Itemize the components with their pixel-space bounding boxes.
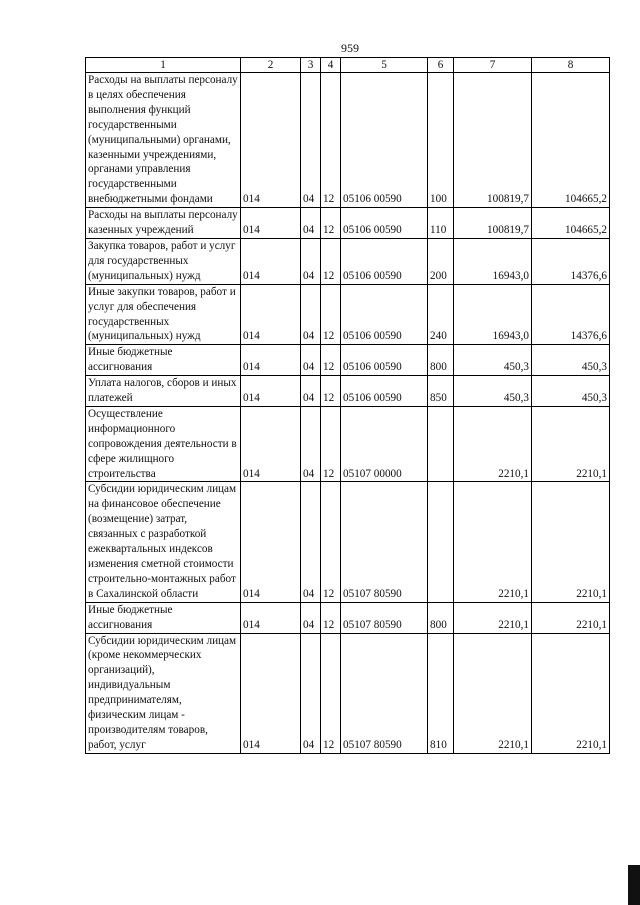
- row-name: Иные бюджетные ассигнования: [86, 602, 241, 633]
- cell-section: 04: [301, 633, 321, 753]
- header-col-6: 6: [428, 58, 454, 73]
- table-row: [86, 284, 610, 345]
- cell-ministry-code: 014: [241, 208, 301, 239]
- header-col-7: 7: [454, 58, 532, 73]
- header-col-5: 5: [341, 58, 428, 73]
- cell-amount-8: 14376,6: [532, 284, 610, 345]
- cell-target-code: 05106 00590: [341, 376, 428, 407]
- cell-section: 04: [301, 482, 321, 602]
- cell-target-code: 05106 00590: [341, 238, 428, 284]
- cell-amount-7: 2210,1: [454, 602, 532, 633]
- cell-section: 04: [301, 406, 321, 482]
- cell-subsection: 12: [321, 345, 341, 376]
- cell-amount-8: 450,3: [532, 345, 610, 376]
- cell-section: 04: [301, 238, 321, 284]
- cell-ministry-code: 014: [241, 376, 301, 407]
- cell-amount-7: 450,3: [454, 376, 532, 407]
- cell-expense-type: 240: [428, 284, 454, 345]
- cell-subsection: 12: [321, 238, 341, 284]
- table-row: [86, 602, 610, 633]
- cell-amount-7: 16943,0: [454, 284, 532, 345]
- row-name: Уплата налогов, сборов и иных платежей: [86, 376, 241, 407]
- page-edge-mark: [628, 865, 640, 905]
- row-name: Иные закупки товаров, работ и услуг для обеспечения государственных (муниципальных) нужд: [86, 284, 241, 345]
- cell-subsection: 12: [321, 376, 341, 407]
- cell-subsection: 12: [321, 633, 341, 753]
- cell-section: 04: [301, 208, 321, 239]
- header-col-8: 8: [532, 58, 610, 73]
- cell-amount-8: 14376,6: [532, 238, 610, 284]
- cell-expense-type: 800: [428, 345, 454, 376]
- cell-subsection: 12: [321, 208, 341, 239]
- cell-expense-type: 110: [428, 208, 454, 239]
- cell-amount-8: 450,3: [532, 376, 610, 407]
- cell-subsection: 12: [321, 284, 341, 345]
- cell-ministry-code: 014: [241, 238, 301, 284]
- table-row: [86, 73, 610, 208]
- header-col-3: 3: [301, 58, 321, 73]
- table-row: [86, 376, 610, 407]
- cell-amount-7: 450,3: [454, 345, 532, 376]
- row-name: Расходы на выплаты персоналу казенных учреждений: [86, 208, 241, 239]
- cell-section: 04: [301, 284, 321, 345]
- header-col-2: 2: [241, 58, 301, 73]
- cell-target-code: 05107 80590: [341, 482, 428, 602]
- row-name: Осуществление информационного сопровождения деятельности в сфере жилищного строительства: [86, 406, 241, 482]
- cell-amount-7: 100819,7: [454, 208, 532, 239]
- cell-target-code: 05106 00590: [341, 345, 428, 376]
- budget-table: [85, 57, 610, 754]
- cell-amount-7: 2210,1: [454, 633, 532, 753]
- cell-subsection: 12: [321, 73, 341, 208]
- cell-target-code: 05106 00590: [341, 73, 428, 208]
- header-col-4: 4: [321, 58, 341, 73]
- cell-subsection: 12: [321, 602, 341, 633]
- table-row: [86, 345, 610, 376]
- cell-subsection: 12: [321, 406, 341, 482]
- cell-ministry-code: 014: [241, 345, 301, 376]
- row-name: Расходы на выплаты персоналу в целях обеспечения выполнения функций государственными (муниципальными) органами, казенными учреждениями, органами управления государственными внебюджетными фондами: [86, 73, 241, 208]
- row-name: Субсидии юридическим лицам (кроме некоммерческих организаций), индивидуальным предпринимателям, физическим лицам - производителям товаров, работ, услуг: [86, 633, 241, 753]
- cell-expense-type: [428, 406, 454, 482]
- cell-section: 04: [301, 73, 321, 208]
- cell-target-code: 05107 80590: [341, 633, 428, 753]
- cell-ministry-code: 014: [241, 602, 301, 633]
- cell-amount-7: 2210,1: [454, 406, 532, 482]
- row-name: Иные бюджетные ассигнования: [86, 345, 241, 376]
- page-number: 959: [341, 41, 359, 55]
- cell-ministry-code: 014: [241, 482, 301, 602]
- cell-ministry-code: 014: [241, 633, 301, 753]
- cell-amount-8: 2210,1: [532, 602, 610, 633]
- cell-target-code: 05107 00000: [341, 406, 428, 482]
- cell-ministry-code: 014: [241, 73, 301, 208]
- cell-amount-8: 104665,2: [532, 73, 610, 208]
- cell-target-code: 05106 00590: [341, 284, 428, 345]
- cell-ministry-code: 014: [241, 406, 301, 482]
- cell-ministry-code: 014: [241, 284, 301, 345]
- cell-amount-8: 2210,1: [532, 482, 610, 602]
- table-row: [86, 238, 610, 284]
- cell-expense-type: 100: [428, 73, 454, 208]
- table-row: [86, 208, 610, 239]
- row-name: Закупка товаров, работ и услуг для государственных (муниципальных) нужд: [86, 238, 241, 284]
- header-row: [86, 58, 610, 73]
- cell-expense-type: 800: [428, 602, 454, 633]
- cell-expense-type: [428, 482, 454, 602]
- cell-target-code: 05107 80590: [341, 602, 428, 633]
- table-row: [86, 633, 610, 753]
- cell-section: 04: [301, 376, 321, 407]
- cell-amount-8: 2210,1: [532, 406, 610, 482]
- table-row: [86, 482, 610, 602]
- cell-expense-type: 850: [428, 376, 454, 407]
- cell-amount-7: 16943,0: [454, 238, 532, 284]
- cell-expense-type: 200: [428, 238, 454, 284]
- cell-expense-type: 810: [428, 633, 454, 753]
- cell-amount-8: 104665,2: [532, 208, 610, 239]
- table-row: [86, 406, 610, 482]
- cell-section: 04: [301, 345, 321, 376]
- cell-amount-7: 100819,7: [454, 73, 532, 208]
- cell-amount-8: 2210,1: [532, 633, 610, 753]
- cell-subsection: 12: [321, 482, 341, 602]
- cell-section: 04: [301, 602, 321, 633]
- cell-amount-7: 2210,1: [454, 482, 532, 602]
- row-name: Субсидии юридическим лицам на финансовое обеспечение (возмещение) затрат, связанных с разработкой ежеквартальных индексов изменения сметной стоимости строительно-монтажных работ в Сахалинской области: [86, 482, 241, 602]
- header-col-1: 1: [86, 58, 241, 73]
- cell-target-code: 05106 00590: [341, 208, 428, 239]
